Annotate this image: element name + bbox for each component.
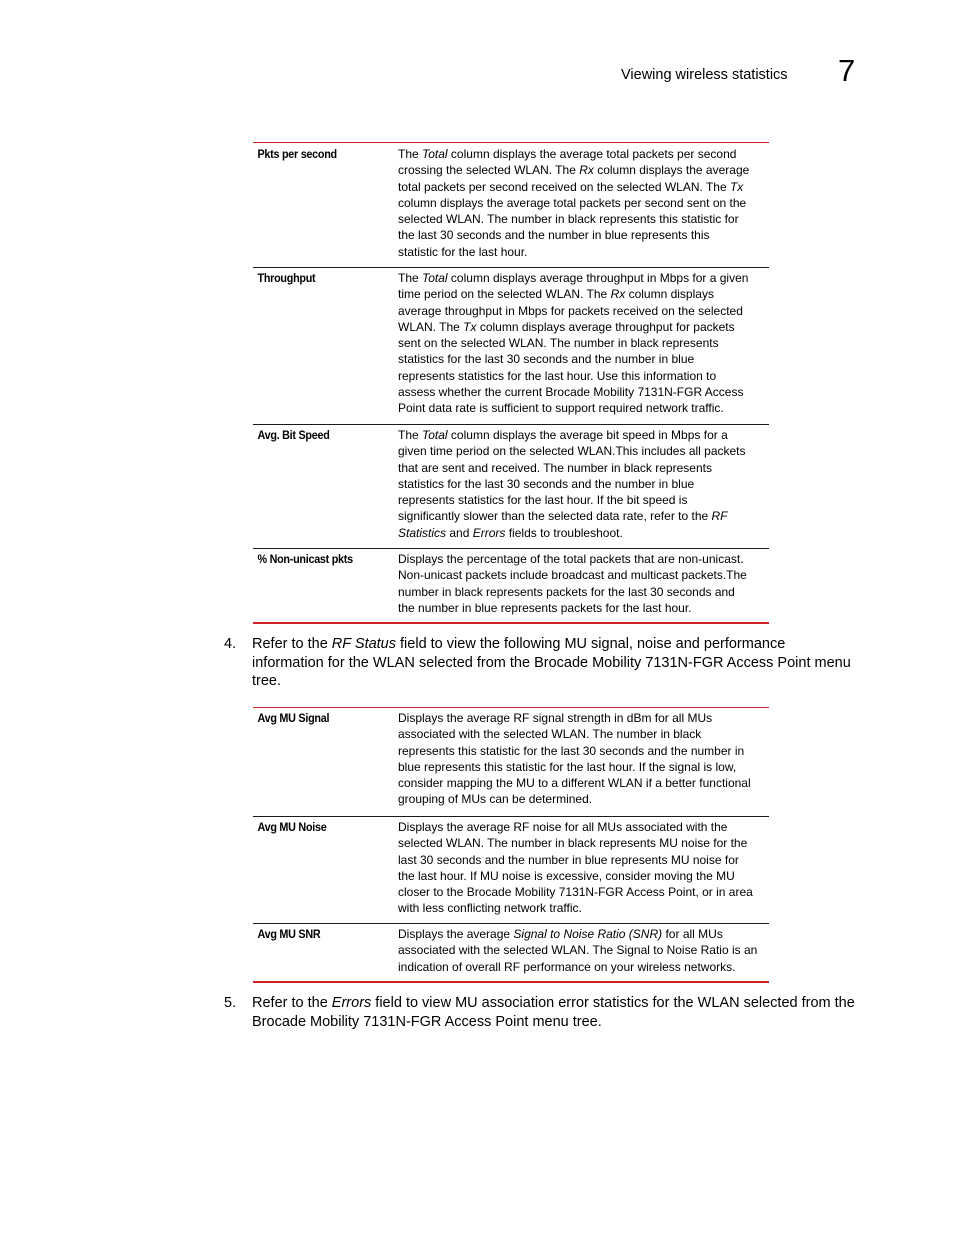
text-run: statistics for the last 30 seconds and the number in blue — [398, 352, 695, 367]
text-line — [398, 525, 763, 541]
text-run: selected WLAN. The number in black represents MU noise for the — [398, 836, 748, 851]
row-description — [398, 551, 769, 622]
text-line — [398, 244, 763, 260]
row-description — [398, 819, 769, 923]
text-line — [398, 460, 763, 476]
text-line — [398, 162, 763, 178]
text-line — [398, 835, 763, 851]
text-line — [398, 852, 763, 868]
text-line — [398, 319, 763, 335]
row-description — [398, 710, 769, 816]
text-line — [398, 492, 763, 508]
text-line — [398, 270, 763, 286]
italic-term: Errors — [472, 525, 506, 540]
row-description — [398, 926, 769, 981]
text-run: blue represents this statistic for the last hour. If the signal is low, — [398, 759, 737, 774]
text-line — [398, 179, 763, 195]
text-run: Refer to the — [252, 995, 332, 1011]
text-run: column displays average throughput in Mbps for a given — [447, 271, 749, 285]
text-run: Displays the average RF noise for all MUs associated with the — [398, 820, 728, 834]
definition-table-rf-status — [253, 707, 769, 983]
text-run: represents statistics for the last hour. If the bit speed is — [398, 493, 688, 508]
text-run: number in black represents packets for the last 30 seconds and — [398, 584, 735, 599]
definition-table-traffic — [253, 142, 769, 624]
text-run: field to view MU association error statistics for the WLAN selected from the — [371, 995, 855, 1011]
text-line — [252, 994, 855, 1013]
row-term: Avg MU SNR — [257, 927, 321, 941]
text-line — [252, 654, 851, 673]
row-term: Avg MU Noise — [257, 820, 327, 834]
italic-term: Signal to Noise Ratio (SNR) — [513, 927, 663, 941]
table-row — [253, 923, 769, 981]
text-line — [398, 868, 763, 884]
text-run: represents statistics for the last hour. Use this information to — [398, 368, 717, 383]
table-row — [253, 816, 769, 923]
text-run: associated with the selected WLAN. The number in black — [398, 727, 702, 742]
italic-term: Errors — [331, 995, 372, 1011]
text-run: Displays the average — [398, 927, 514, 941]
table-bottom-rule — [253, 622, 769, 624]
text-run: time period on the selected WLAN. The — [398, 287, 611, 302]
italic-term: Total — [422, 428, 448, 442]
row-description — [398, 427, 769, 548]
text-line — [398, 384, 763, 400]
table-row — [253, 708, 769, 816]
text-run: associated with the selected WLAN. The Signal to Noise Ratio is an — [398, 943, 758, 958]
text-run: Refer to the — [252, 636, 332, 652]
text-run: Point data rate is sufficient to support required network traffic. — [398, 401, 724, 416]
table-row — [253, 143, 769, 267]
text-run: and — [446, 525, 473, 540]
text-line — [398, 335, 763, 351]
table-row — [253, 267, 769, 424]
text-run: for all MUs — [662, 927, 723, 941]
text-line — [398, 195, 763, 211]
text-line — [398, 551, 763, 567]
text-line — [398, 743, 763, 759]
text-run: consider mapping the MU to a different WLAN if a better functional — [398, 776, 751, 791]
text-run: statistic for the last hour. — [398, 244, 528, 259]
text-line — [398, 303, 763, 319]
text-run: last 30 seconds and the number in blue represents MU noise for — [398, 852, 739, 867]
text-line — [398, 443, 763, 459]
step-text — [252, 635, 851, 691]
step-number: 5. — [224, 995, 237, 1011]
text-line — [398, 710, 763, 726]
text-line — [398, 926, 763, 942]
italic-term: Rx — [610, 287, 626, 302]
text-line — [398, 476, 763, 492]
text-run: statistics for the last 30 seconds and the number in blue — [398, 476, 695, 491]
text-line — [252, 1013, 855, 1032]
text-run: field to view the following MU signal, noise and performance — [396, 636, 786, 652]
text-run: represents this statistic for the last 30 seconds and the number in — [398, 743, 745, 758]
italic-term: RF — [711, 509, 728, 524]
text-line — [398, 567, 763, 583]
text-run: fields to troubleshoot. — [505, 525, 623, 540]
table-row — [253, 424, 769, 548]
text-run: column displays — [625, 287, 714, 302]
text-run: column displays the average bit speed in Mbps for a — [447, 428, 728, 442]
text-run: indication of overall RF performance on your wireless networks. — [398, 959, 736, 974]
text-run: column displays the average total packets per second sent on the — [398, 195, 747, 210]
text-line — [398, 400, 763, 416]
text-run: Displays the percentage of the total packets that are non-unicast. — [398, 552, 744, 566]
text-run: the last 30 seconds and the number in blue represents this — [398, 228, 710, 243]
text-line — [398, 211, 763, 227]
row-term: Throughput — [257, 271, 316, 285]
italic-term: Rx — [579, 163, 594, 178]
row-description — [398, 146, 769, 267]
row-description — [398, 270, 769, 424]
table-bottom-rule — [253, 981, 769, 983]
text-run: Displays the average RF signal strength in dBm for all MUs — [398, 711, 713, 725]
text-run: closer to the Brocade Mobility 7131N-FGR Access Point, or in area — [398, 885, 753, 900]
text-run: grouping of MUs can be determined. — [398, 792, 593, 807]
text-line — [398, 351, 763, 367]
text-run: Non-unicast packets include broadcast and multicast packets.The — [398, 568, 747, 583]
text-run: column displays the average — [593, 163, 750, 178]
text-line — [398, 227, 763, 243]
text-line — [398, 508, 763, 524]
text-run: the number in blue represents packets for the last hour. — [398, 600, 692, 615]
text-line — [252, 635, 851, 654]
row-term: Avg. Bit Speed — [257, 428, 330, 442]
text-run: given time period on the selected WLAN.This includes all packets — [398, 444, 746, 459]
text-line — [398, 942, 763, 958]
text-run: selected WLAN. The number in black represents this statistic for — [398, 212, 739, 227]
text-run: crossing the selected WLAN. The — [398, 163, 580, 178]
row-term: Pkts per second — [257, 147, 337, 161]
text-run: column displays average throughput for packets — [476, 319, 735, 334]
section-title: Viewing wireless statistics — [621, 67, 788, 83]
text-run: sent on the selected WLAN. The number in black represents — [398, 336, 719, 351]
text-run: tree. — [252, 673, 282, 689]
text-run: with less conflicting network traffic. — [398, 901, 582, 916]
row-term: % Non-unicast pkts — [257, 552, 353, 566]
text-run: The — [398, 271, 423, 285]
text-line — [398, 286, 763, 302]
text-run: significantly slower than the selected data rate, refer to the — [398, 509, 712, 524]
text-line — [398, 959, 763, 975]
italic-term: RF Status — [331, 636, 396, 652]
text-run: assess whether the current Brocade Mobility 7131N-FGR Access — [398, 385, 744, 400]
chapter-number: 7 — [838, 53, 856, 88]
text-line — [398, 791, 763, 807]
text-line — [398, 146, 763, 162]
text-line — [398, 427, 763, 443]
table-row — [253, 548, 769, 622]
text-run: WLAN. The — [398, 319, 464, 334]
italic-term: Total — [422, 147, 448, 161]
text-run: the last hour. If MU noise is excessive, consider moving the MU — [398, 868, 735, 883]
text-run: Brocade Mobility 7131N-FGR Access Point menu tree. — [252, 1013, 602, 1030]
text-run: column displays the average total packets per second — [447, 147, 737, 161]
text-line — [398, 759, 763, 775]
text-run: The — [398, 428, 423, 442]
step-number: 4. — [224, 636, 237, 652]
italic-term: Tx — [463, 319, 477, 334]
text-line — [398, 726, 763, 742]
text-line — [398, 819, 763, 835]
text-line — [398, 368, 763, 384]
italic-term: Tx — [729, 179, 744, 194]
text-run: The — [398, 147, 423, 161]
text-run: information for the WLAN selected from the Brocade Mobility 7131N-FGR Access Point menu — [252, 654, 851, 671]
italic-term: Statistics — [398, 525, 447, 540]
text-run: total packets per second received on the selected WLAN. The — [398, 179, 730, 194]
text-run: that are sent and received. The number in black represents — [398, 460, 712, 475]
row-term: Avg MU Signal — [257, 711, 330, 725]
step-text — [252, 994, 855, 1031]
text-line — [398, 584, 763, 600]
text-line — [252, 672, 851, 691]
text-line — [398, 600, 763, 616]
italic-term: Total — [422, 271, 448, 285]
text-line — [398, 775, 763, 791]
text-line — [398, 884, 763, 900]
text-line — [398, 900, 763, 916]
text-run: average throughput in Mbps for packets received on the selected — [398, 303, 743, 318]
